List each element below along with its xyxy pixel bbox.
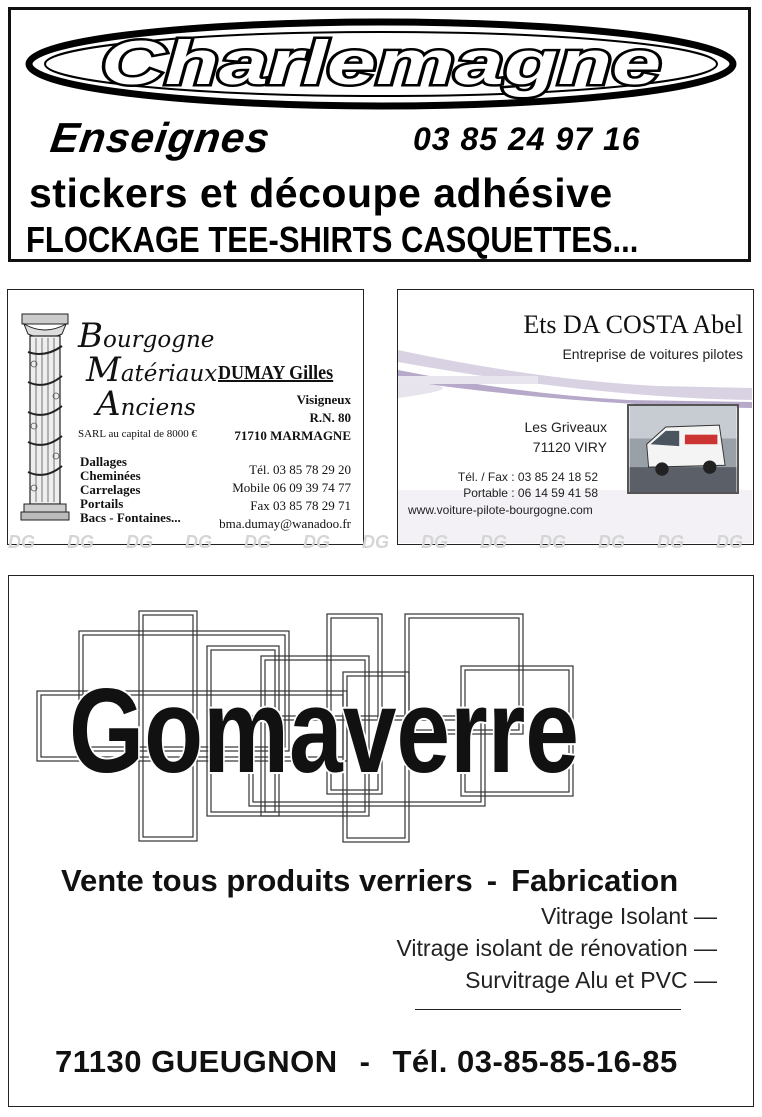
- dacosta-contact: [416, 469, 598, 501]
- watermark-mark: DG: [480, 532, 507, 552]
- product-item: Dallages: [80, 454, 127, 469]
- charlemagne-logo-text: Charlemagne: [101, 29, 661, 98]
- product-item: Carrelages: [80, 482, 141, 497]
- watermark-mark: DG: [303, 532, 330, 552]
- city: 71130 GUEUGNON: [55, 1044, 338, 1079]
- product-item: Bacs - Fontaines...: [80, 510, 181, 525]
- gomaverre-ad: [8, 575, 754, 1107]
- word-initial: M: [86, 350, 121, 390]
- dacosta-ad: [397, 289, 754, 545]
- service-item: Vitrage Isolant —: [540, 903, 717, 929]
- phone-line: Tél. 03 85 78 29 20: [249, 462, 351, 477]
- watermark-mark: DG: [67, 532, 94, 552]
- address-line: R.N. 80: [309, 410, 351, 425]
- tagline-left: Vente tous produits verriers: [61, 863, 473, 898]
- service-item: Vitrage isolant de rénovation —: [396, 935, 717, 961]
- contact-block: [219, 461, 351, 533]
- email-line: bma.dumay@wanadoo.fr: [219, 516, 351, 531]
- watermark-mark: DG: [126, 532, 153, 552]
- address-line: Les Griveaux: [524, 419, 607, 435]
- footer-separator: -: [359, 1044, 371, 1079]
- owner-name: DUMAY Gilles: [218, 362, 334, 384]
- gomaverre-logo-text: Gomaverre: [69, 664, 579, 798]
- dacosta-website: www.voiture-pilote-bourgogne.com: [408, 503, 593, 517]
- service-item: Survitrage Alu et PVC —: [465, 967, 717, 993]
- watermark-mark: DG: [539, 532, 566, 552]
- watermark-mark: DG: [657, 532, 684, 552]
- address-line: 71120 VIRY: [532, 439, 607, 455]
- column-illustration: [20, 312, 70, 522]
- tagline-right: Fabrication: [511, 863, 679, 898]
- dacosta-address: [503, 417, 607, 457]
- watermark-mark: DG: [185, 532, 212, 552]
- bourgogne-materiaux-ad: [7, 289, 364, 545]
- dacosta-subtitle: Entreprise de voitures pilotes: [562, 346, 743, 362]
- fax-line: Fax 03 85 78 29 71: [250, 498, 351, 513]
- watermark-mark: DG: [8, 532, 35, 552]
- mobile-line: Portable : 06 14 59 41 58: [463, 486, 598, 500]
- address-line: Visigneux: [296, 392, 351, 407]
- word-rest: atériaux: [120, 361, 218, 387]
- product-item: Cheminées: [80, 468, 141, 483]
- watermark-mark: DG: [598, 532, 625, 552]
- product-list: [80, 455, 181, 525]
- watermark-mark: DG: [362, 532, 389, 552]
- address-block: [234, 391, 351, 445]
- watermark-mark: DG: [421, 532, 448, 552]
- dacosta-title: Ets DA COSTA Abel: [523, 310, 743, 339]
- charlemagne-ad: [8, 7, 751, 262]
- anciens-word: [96, 384, 196, 424]
- watermark-mark: DG: [244, 532, 271, 552]
- charlemagne-tagline-2: FLOCKAGE TEE-SHIRTS CASQUETTES...: [26, 219, 639, 260]
- address-line: 71710 MARMAGNE: [234, 428, 351, 443]
- pilot-van-photo: [627, 404, 739, 494]
- word-initial: B: [78, 316, 103, 356]
- word-initial: A: [96, 384, 121, 424]
- mobile-line: Mobile 06 09 39 74 77: [232, 480, 351, 495]
- watermark-mark: DG: [716, 532, 743, 552]
- charlemagne-logo: [23, 18, 739, 110]
- charlemagne-phone: 03 85 24 97 16: [413, 121, 641, 157]
- charlemagne-tagline-1: stickers et découpe adhésive: [29, 170, 613, 216]
- product-item: Portails: [80, 496, 124, 511]
- word-rest: ourgogne: [103, 327, 215, 353]
- gomaverre-logo: [9, 576, 752, 866]
- sarl-capital: SARL au capital de 8000 €: [78, 428, 198, 440]
- phone: Tél. 03-85-85-16-85: [392, 1044, 678, 1079]
- divider: [415, 1009, 681, 1010]
- tagline-separator: -: [486, 863, 498, 898]
- gomaverre-tagline: [61, 863, 678, 899]
- phone-fax-line: Tél. / Fax : 03 85 24 18 52: [457, 470, 598, 484]
- word-rest: nciens: [120, 395, 196, 421]
- enseignes-label: Enseignes: [47, 114, 274, 161]
- gomaverre-footer: [55, 1044, 678, 1080]
